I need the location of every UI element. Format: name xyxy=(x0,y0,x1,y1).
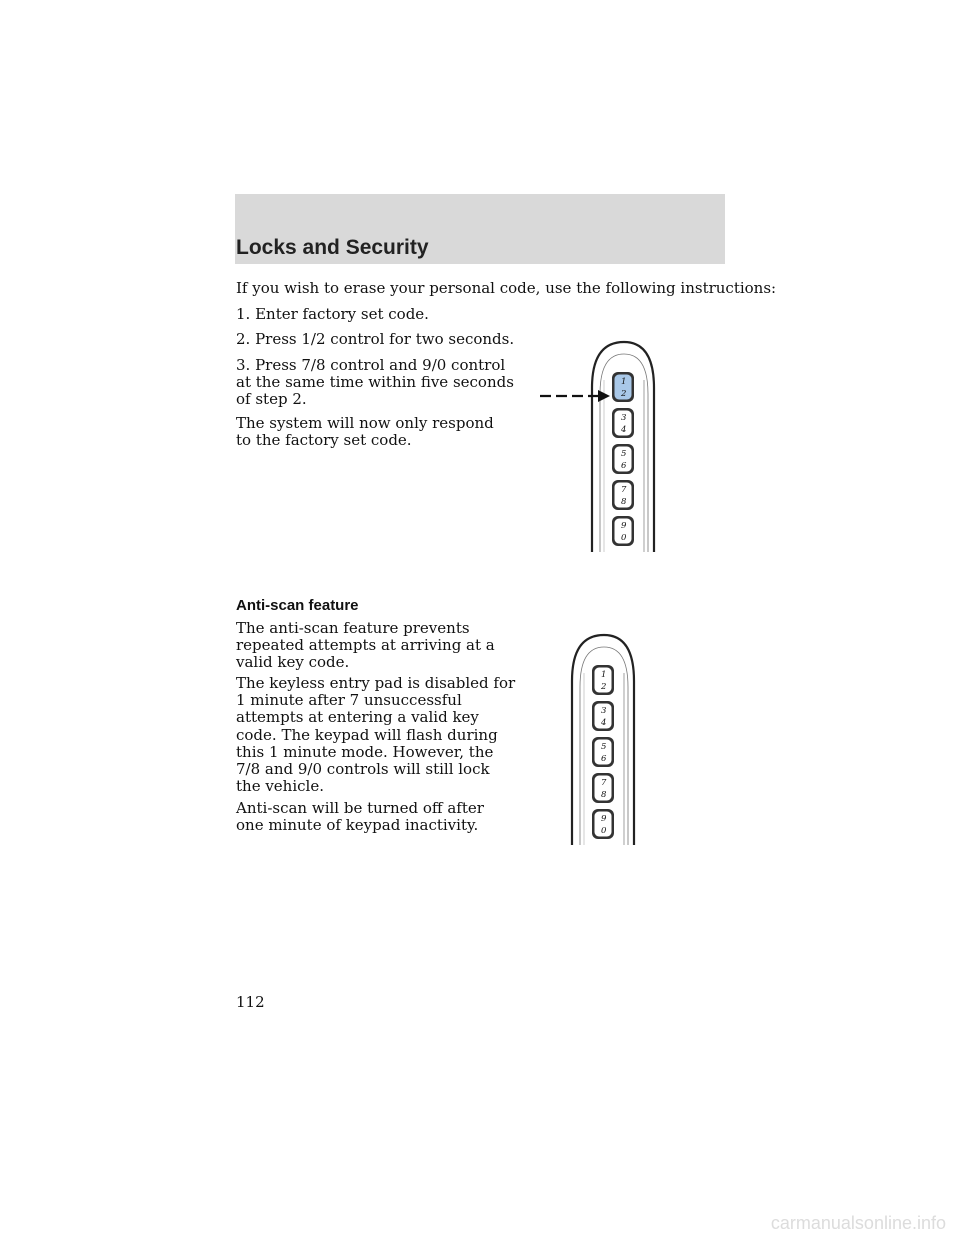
result-line: The system will now only respond xyxy=(236,414,494,432)
antiscan-paragraph-3 xyxy=(236,800,484,834)
antiscan-p2-line: code. The keypad will flash during xyxy=(236,725,498,744)
key-top-label: 1 xyxy=(621,377,627,387)
key-bottom-label: 0 xyxy=(621,533,627,543)
antiscan-heading: Anti-scan feature xyxy=(236,597,359,614)
key-bottom-label: 8 xyxy=(621,497,627,507)
key-top-label: 3 xyxy=(601,706,607,716)
key-bottom-label: 6 xyxy=(601,754,607,764)
step-2: 2. Press 1/2 control for two seconds. xyxy=(236,330,515,348)
result-paragraph xyxy=(236,415,494,449)
result-line: to the factory set code. xyxy=(236,431,412,450)
key-bottom-label: 8 xyxy=(601,790,607,800)
key-9-0 xyxy=(592,809,614,839)
key-3-4 xyxy=(612,408,634,438)
key-top-label: 7 xyxy=(601,778,607,788)
antiscan-p2-line: attempts at entering a valid key xyxy=(236,708,479,727)
key-bottom-label: 0 xyxy=(601,826,607,836)
step-1: 1. Enter factory set code. xyxy=(236,305,429,323)
antiscan-p3-line: one minute of keypad inactivity. xyxy=(236,816,479,835)
key-top-label: 9 xyxy=(621,521,627,531)
antiscan-p2-line: 1 minute after 7 unsuccessful xyxy=(236,691,462,710)
keypad-illustration-with-arrow xyxy=(540,340,660,555)
section-title: Locks and Security xyxy=(236,236,429,259)
antiscan-paragraph-2 xyxy=(236,675,515,795)
step-3-line: at the same time within five seconds xyxy=(236,373,514,392)
step-3-line: 3. Press 7/8 control and 9/0 control xyxy=(236,356,506,374)
antiscan-p2-line: The keyless entry pad is disabled for xyxy=(236,674,516,692)
page-number: 112 xyxy=(236,993,265,1011)
step-3-line: of step 2. xyxy=(236,390,307,409)
antiscan-p1-line: valid key code. xyxy=(236,653,350,672)
antiscan-p2-line: the vehicle. xyxy=(236,777,324,796)
key-7-8 xyxy=(592,773,614,803)
intro-paragraph: If you wish to erase your personal code, use the following instructions: xyxy=(236,279,777,297)
step-3 xyxy=(236,357,514,409)
key-5-6 xyxy=(612,444,634,474)
antiscan-p1-line: repeated attempts at arriving at a xyxy=(236,636,495,655)
key-bottom-label: 2 xyxy=(601,682,607,692)
key-1-2 xyxy=(592,665,614,695)
antiscan-p1-line: The anti-scan feature prevents xyxy=(236,619,470,637)
key-3-4 xyxy=(592,701,614,731)
antiscan-p2-line: 7/8 and 9/0 controls will still lock xyxy=(236,760,490,779)
key-top-label: 5 xyxy=(601,742,607,752)
key-top-label: 3 xyxy=(621,413,627,423)
key-bottom-label: 2 xyxy=(621,389,627,399)
key-5-6 xyxy=(592,737,614,767)
key-top-label: 7 xyxy=(621,485,627,495)
watermark-text: carmanualsonline.info xyxy=(770,1213,946,1233)
antiscan-paragraph-1 xyxy=(236,620,495,672)
key-bottom-label: 4 xyxy=(601,718,607,728)
key-top-label: 1 xyxy=(601,670,607,680)
keypad-illustration xyxy=(520,633,640,848)
antiscan-p2-line: this 1 minute mode. However, the xyxy=(236,742,494,761)
key-bottom-label: 6 xyxy=(621,461,627,471)
key-top-label: 9 xyxy=(601,814,607,824)
key-9-0 xyxy=(612,516,634,546)
key-7-8 xyxy=(612,480,634,510)
keypad-keys xyxy=(592,665,614,839)
key-bottom-label: 4 xyxy=(621,425,627,435)
keypad-keys xyxy=(612,372,634,546)
key-1-2 xyxy=(612,372,634,402)
key-top-label: 5 xyxy=(621,449,627,459)
antiscan-p3-line: Anti-scan will be turned off after xyxy=(236,799,484,817)
